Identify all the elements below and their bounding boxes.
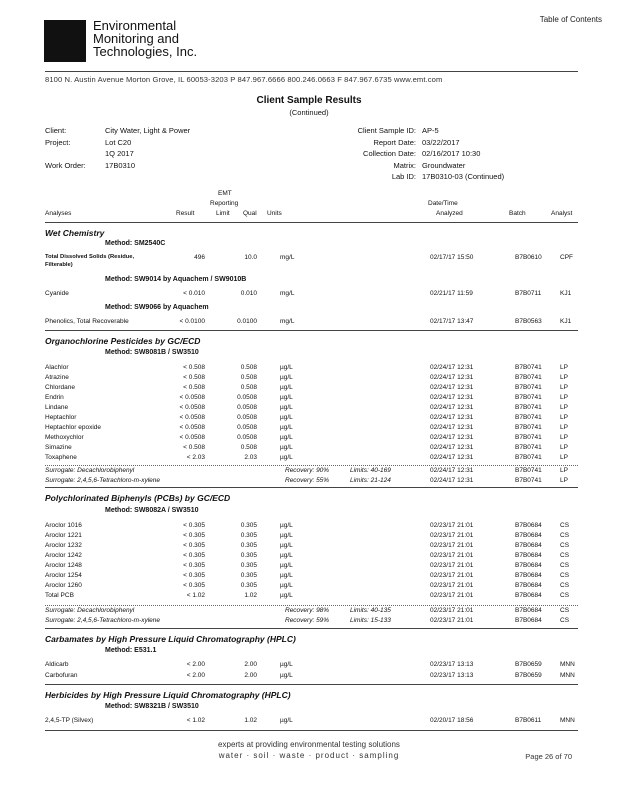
lab-id-value: 17B0310-03 (Continued): [422, 172, 505, 181]
limit-value: 0.305: [240, 552, 257, 559]
batch-value: B7B0741: [515, 434, 542, 441]
result-value: < 0.305: [183, 552, 205, 559]
units-value: µg/L: [280, 522, 293, 529]
method-label: Method: SW9066 by Aquachem: [105, 304, 209, 311]
result-value: < 1.02: [186, 592, 205, 599]
col-reporting: Reporting: [210, 200, 239, 207]
analyzed-value: 02/17/17 13:47: [430, 318, 474, 325]
col-batch: Batch: [509, 210, 526, 217]
limits-value: Limits: 21-124: [350, 476, 391, 484]
collection-date-label: Collection Date:: [363, 149, 416, 158]
recovery-value: Recovery: 59%: [285, 617, 330, 624]
analyzed-value: 02/23/17 21:01: [430, 607, 474, 614]
analyst-value: KJ1: [560, 318, 572, 325]
result-value: < 0.305: [183, 562, 205, 569]
batch-value: B7B0684: [515, 542, 542, 549]
recovery-value: Recovery: 55%: [285, 476, 330, 484]
result-value: < 0.508: [183, 364, 205, 371]
project-value: Lot C20: [105, 137, 132, 147]
units-value: µg/L: [280, 454, 293, 461]
pcb-surrogates: [45, 607, 578, 627]
analyte-name: Atrazine: [45, 374, 69, 381]
analyte-name: Alachlor: [45, 364, 69, 371]
limit-value: 1.02: [244, 592, 257, 599]
analyzed-value: 02/23/17 21:01: [430, 582, 474, 589]
carbamates-rows: [45, 661, 578, 683]
matrix-value: Groundwater: [422, 160, 466, 170]
herbicides-rows: [45, 717, 578, 729]
surrogate-name: Surrogate: Decachlorobiphenyl: [45, 607, 135, 614]
method-label: Method: SM2540C: [105, 240, 166, 247]
analyzed-value: 02/24/17 12:31: [430, 364, 474, 371]
analyte-name: 2,4,5-TP (Silvex): [45, 717, 94, 724]
analyst-value: CS: [560, 582, 570, 589]
analyte-name: Aroclor 1254: [45, 572, 82, 579]
analyst-value: LP: [560, 434, 568, 441]
recovery-value: Recovery: 90%: [285, 467, 330, 474]
units-value: mg/L: [280, 290, 295, 297]
limit-value: 0.0100: [237, 318, 257, 325]
analyte-name: Aroclor 1016: [45, 522, 82, 529]
units-value: µg/L: [280, 672, 293, 679]
units-value: mg/L: [280, 254, 295, 261]
analyst-value: CS: [560, 532, 570, 539]
batch-value: B7B0684: [515, 522, 542, 529]
result-value: < 0.508: [183, 384, 205, 391]
analyzed-value: 02/23/17 21:01: [430, 532, 474, 539]
analyst-value: CS: [560, 522, 570, 529]
sample-id-value: AP-5: [422, 126, 439, 135]
units-value: µg/L: [280, 582, 293, 589]
result-value: < 0.0508: [179, 414, 205, 421]
report-date-value: 03/22/2017: [422, 137, 460, 147]
limit-value: 0.010: [240, 290, 257, 297]
limit-value: 2.00: [244, 661, 257, 668]
page-title: Client Sample Results: [256, 95, 362, 106]
batch-value: B7B0741: [515, 467, 542, 474]
client-info-right: [320, 125, 504, 183]
limit-value: 0.0508: [237, 434, 257, 441]
analyzed-value: 02/24/17 12:31: [430, 434, 474, 441]
project-label: Project:: [45, 137, 71, 147]
analyzed-value: 02/24/17 12:31: [430, 394, 474, 401]
client-info-left: [45, 125, 190, 171]
analyte-name: Toxaphene: [45, 454, 77, 461]
method-label: Method: SW8081B / SW3510: [105, 349, 199, 356]
batch-value: B7B0741: [515, 404, 542, 411]
batch-value: B7B0684: [515, 592, 542, 599]
footer-tagline: experts at providing environmental testing solutions: [218, 740, 400, 749]
analyst-value: LP: [560, 424, 568, 431]
analyte-name: Total Dissolved Solids (Residue, Filterable): [45, 254, 135, 268]
surrogate-name: Surrogate: Decachlorobiphenyl: [45, 467, 135, 474]
analyst-value: CS: [560, 592, 570, 599]
company-name-line-3: Technologies, Inc.: [93, 44, 198, 59]
batch-value: B7B0741: [515, 424, 542, 431]
batch-value: B7B0684: [515, 617, 542, 624]
limit-value: 0.0508: [237, 414, 257, 421]
method-label: Method: SW8321B / SW3510: [105, 703, 199, 710]
recovery-value: Recovery: 98%: [285, 607, 330, 614]
pesticides-surrogates: [45, 467, 578, 487]
analyzed-value: 02/23/17 21:01: [430, 542, 474, 549]
analyte-name: Phenolics, Total Recoverable: [45, 318, 129, 325]
footer-services: water · soil · waste · product · sampling: [218, 751, 400, 760]
units-value: µg/L: [280, 374, 293, 381]
analyzed-value: 02/24/17 12:31: [430, 384, 474, 391]
col-emt: EMT: [218, 190, 232, 197]
result-value: < 2.00: [186, 661, 205, 668]
table-header: [45, 190, 578, 220]
units-value: µg/L: [280, 592, 293, 599]
analyst-value: LP: [560, 467, 568, 474]
batch-value: B7B0741: [515, 454, 542, 461]
batch-value: B7B0684: [515, 607, 542, 614]
analyst-value: CPF: [560, 254, 573, 261]
surrogate-name: Surrogate: 2,4,5,6-Tetrachloro-m-xylene: [45, 476, 161, 484]
limit-value: 0.508: [240, 374, 257, 381]
analyte-name: Chlordane: [45, 384, 75, 391]
matrix-label: Matrix:: [393, 160, 416, 170]
result-value: < 0.305: [183, 542, 205, 549]
analyst-value: LP: [560, 404, 568, 411]
analyte-name: Simazine: [45, 444, 72, 451]
result-value: < 1.02: [186, 717, 205, 724]
col-qual: Qual: [243, 210, 257, 217]
method-label: Method: SW8082A / SW3510: [105, 507, 199, 514]
section-title-pesticides: Organochlorine Pesticides by GC/ECD: [45, 336, 201, 346]
limit-value: 10.0: [244, 254, 257, 261]
units-value: µg/L: [280, 364, 293, 371]
analyzed-value: 02/23/17 21:01: [430, 522, 474, 529]
analyzed-value: 02/17/17 15:50: [430, 254, 474, 261]
company-logo: [44, 20, 86, 62]
analyzed-value: 02/23/17 13:13: [430, 661, 474, 668]
analyzed-value: 02/23/17 21:01: [430, 572, 474, 579]
col-units: Units: [267, 210, 282, 217]
limit-value: 0.305: [240, 562, 257, 569]
result-value: < 0.508: [183, 374, 205, 381]
batch-value: B7B0563: [515, 318, 542, 325]
batch-value: B7B0684: [515, 582, 542, 589]
units-value: µg/L: [280, 424, 293, 431]
analyst-value: LP: [560, 364, 568, 371]
limit-value: 1.02: [244, 717, 257, 724]
units-value: µg/L: [280, 434, 293, 441]
analyte-name: Endrin: [45, 394, 64, 401]
analyzed-value: 02/23/17 21:01: [430, 617, 474, 624]
section-title-carbamates: Carbamates by High Pressure Liquid Chromatography (HPLC): [45, 634, 296, 644]
analyst-value: CS: [560, 542, 570, 549]
analyst-value: LP: [560, 394, 568, 401]
surrogate-name: Surrogate: 2,4,5,6-Tetrachloro-m-xylene: [45, 617, 161, 624]
units-value: mg/L: [280, 318, 295, 325]
analyst-value: LP: [560, 444, 568, 451]
batch-value: B7B0684: [515, 552, 542, 559]
analyst-value: CS: [560, 617, 570, 624]
analyzed-value: 02/20/17 18:56: [430, 717, 474, 724]
batch-value: B7B0741: [515, 414, 542, 421]
analyte-name: Cyanide: [45, 290, 69, 297]
analyst-value: MNN: [560, 672, 575, 679]
batch-value: B7B0684: [515, 572, 542, 579]
analyzed-value: 02/23/17 13:13: [430, 672, 474, 679]
company-address: 8100 N. Austin Avenue Morton Grove, IL 60053-3203 P 847.967.6666 800.246.0663 F 847.967.6735 www.emt.com: [45, 75, 443, 84]
batch-value: B7B0741: [515, 394, 542, 401]
pcb-rows: [45, 522, 578, 604]
analyzed-value: 02/23/17 21:01: [430, 562, 474, 569]
analyte-name: Heptachlor epoxide: [45, 424, 102, 431]
batch-value: B7B0741: [515, 374, 542, 381]
analyst-value: LP: [560, 374, 568, 381]
analyst-value: LP: [560, 454, 568, 461]
work-order-value: 17B0310: [105, 160, 136, 170]
limit-value: 2.03: [244, 454, 257, 461]
units-value: µg/L: [280, 414, 293, 421]
analyte-name: Aroclor 1221: [45, 532, 82, 539]
result-value: < 2.03: [186, 454, 205, 461]
batch-value: B7B0684: [515, 562, 542, 569]
limit-value: 0.305: [240, 542, 257, 549]
project-label-2: [45, 148, 105, 160]
result-value: < 0.0508: [179, 424, 205, 431]
analyzed-value: 02/24/17 12:31: [430, 414, 474, 421]
col-result: Result: [176, 210, 195, 217]
company-name-line-2: Monitoring and: [93, 31, 179, 46]
analyte-name: Aldicarb: [45, 661, 69, 668]
analyzed-value: 02/24/17 12:31: [430, 467, 474, 474]
analyte-name: Heptachlor: [45, 414, 77, 421]
section-title-pcbs: Polychlorinated Biphenyls (PCBs) by GC/ECD: [45, 493, 231, 503]
limits-value: Limits: 15-133: [350, 617, 391, 624]
page-subtitle: (Continued): [289, 108, 329, 117]
result-value: < 0.0508: [179, 404, 205, 411]
project-value-2: 1Q 2017: [105, 149, 134, 158]
batch-value: B7B0611: [515, 717, 542, 724]
col-datetime: Date/Time: [428, 200, 458, 207]
units-value: µg/L: [280, 562, 293, 569]
limit-value: 0.0508: [237, 404, 257, 411]
limit-value: 2.00: [244, 672, 257, 679]
analyzed-value: 02/24/17 12:31: [430, 374, 474, 381]
analyzed-value: 02/24/17 12:31: [430, 454, 474, 461]
result-value: < 0.0100: [179, 318, 205, 325]
limit-value: 0.0508: [237, 424, 257, 431]
batch-value: B7B0741: [515, 364, 542, 371]
table-of-contents-link[interactable]: Table of Contents: [539, 15, 602, 24]
result-value: < 0.010: [183, 290, 205, 297]
batch-value: B7B0684: [515, 532, 542, 539]
limit-value: 0.508: [240, 364, 257, 371]
units-value: µg/L: [280, 444, 293, 451]
analyst-value: MNN: [560, 661, 575, 668]
analyst-value: LP: [560, 384, 568, 391]
result-value: < 2.00: [186, 672, 205, 679]
analyte-name: Total PCB: [45, 592, 74, 599]
analyte-name: Aroclor 1242: [45, 552, 82, 559]
limit-value: 0.305: [240, 522, 257, 529]
pesticides-rows: [45, 364, 578, 464]
batch-value: B7B0610: [515, 254, 542, 261]
client-label: Client:: [45, 126, 67, 135]
result-value: < 0.508: [183, 444, 205, 451]
units-value: µg/L: [280, 394, 293, 401]
analyst-value: KJ1: [560, 290, 572, 297]
batch-value: B7B0659: [515, 661, 542, 668]
limit-value: 0.305: [240, 572, 257, 579]
batch-value: B7B0659: [515, 672, 542, 679]
col-analyses: Analyses: [45, 210, 72, 217]
work-order-label: Work Order:: [45, 160, 86, 170]
col-analyst: Analyst: [551, 210, 573, 217]
batch-value: B7B0741: [515, 444, 542, 451]
batch-value: B7B0741: [515, 476, 542, 484]
analyzed-value: 02/24/17 12:31: [430, 424, 474, 431]
company-name: [93, 19, 197, 58]
limits-value: Limits: 40-169: [350, 467, 391, 474]
limit-value: 0.508: [240, 384, 257, 391]
analyst-value: LP: [560, 476, 568, 484]
analyst-value: LP: [560, 414, 568, 421]
analyzed-value: 02/24/17 12:31: [430, 404, 474, 411]
units-value: µg/L: [280, 717, 293, 724]
units-value: µg/L: [280, 532, 293, 539]
method-label: Method: SW9014 by Aquachem / SW9010B: [105, 276, 247, 283]
analyst-value: CS: [560, 562, 570, 569]
units-value: µg/L: [280, 404, 293, 411]
analyzed-value: 02/23/17 21:01: [430, 552, 474, 559]
result-value: < 0.305: [183, 572, 205, 579]
analyte-name: Aroclor 1260: [45, 582, 82, 589]
result-value: < 0.0508: [179, 394, 205, 401]
limits-value: Limits: 40-135: [350, 607, 391, 614]
analyte-name: Aroclor 1248: [45, 562, 82, 569]
result-value: < 0.305: [183, 582, 205, 589]
units-value: µg/L: [280, 384, 293, 391]
section-title-wet-chemistry: Wet Chemistry: [45, 228, 105, 238]
analyzed-value: 02/24/17 12:31: [430, 476, 474, 484]
analyst-value: CS: [560, 572, 570, 579]
analyst-value: MNN: [560, 717, 575, 724]
method-label: Method: E531.1: [105, 647, 157, 654]
result-value: < 0.305: [183, 522, 205, 529]
limit-value: 0.0508: [237, 394, 257, 401]
analyte-name: Carbofuran: [45, 672, 78, 679]
analyzed-value: 02/24/17 12:31: [430, 444, 474, 451]
limit-value: 0.508: [240, 444, 257, 451]
units-value: µg/L: [280, 661, 293, 668]
collection-date-value: 02/16/2017 10:30: [422, 149, 481, 158]
limit-value: 0.305: [240, 532, 257, 539]
result-value: 496: [194, 254, 205, 261]
col-limit: Limit: [216, 210, 230, 217]
client-value: City Water, Light & Power: [105, 126, 191, 135]
result-value: < 0.305: [183, 532, 205, 539]
section-title-herbicides: Herbicides by High Pressure Liquid Chromatography (HPLC): [45, 690, 291, 700]
units-value: µg/L: [280, 542, 293, 549]
page-number: Page 26 of 70: [525, 752, 572, 761]
analyst-value: CS: [560, 552, 570, 559]
limit-value: 0.305: [240, 582, 257, 589]
batch-value: B7B0711: [515, 290, 542, 297]
report-date-label: Report Date:: [373, 137, 416, 147]
units-value: µg/L: [280, 552, 293, 559]
batch-value: B7B0741: [515, 384, 542, 391]
lab-id-label: Lab ID:: [391, 172, 416, 181]
sample-id-label: Client Sample ID:: [357, 126, 416, 135]
analyzed-value: 02/23/17 21:01: [430, 592, 474, 599]
analyte-name: Lindane: [45, 404, 69, 411]
analyst-value: CS: [560, 607, 570, 614]
company-name-line-1: Environmental: [93, 18, 177, 33]
col-analyzed: Analyzed: [436, 210, 463, 217]
analyte-name: Methoxychlor: [45, 434, 84, 441]
analyzed-value: 02/21/17 11:59: [430, 290, 473, 297]
result-value: < 0.0508: [179, 434, 205, 441]
analyte-name: Aroclor 1232: [45, 542, 82, 549]
units-value: µg/L: [280, 572, 293, 579]
